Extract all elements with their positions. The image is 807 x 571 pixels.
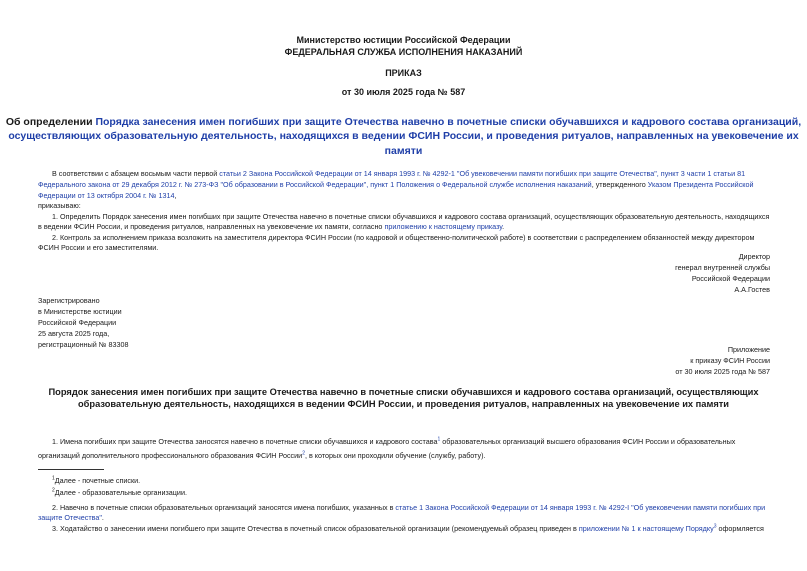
registration-l5: регистрационный № 83308 [38,340,129,349]
appendix-ref [560,344,770,377]
appendix-item-1-line2 [38,450,486,461]
law-link-1[interactable]: статьи 2 Закона Российской Федерации от 14 января 1993 г. № 4292-1 "Об увековечении памяти погибших при защите Отечества", пункт 3 части 1 статьи 81 [219,169,746,178]
signature-title: Директор [738,252,770,261]
appendix-item-3-end: оформляется [716,524,764,533]
doc-date-number: от 30 июля 2025 года № 587 [341,87,466,97]
appendix-title-l1: Порядок занесения имен погибших при защите Отечества навечно в почетные списки обучавшихся и кадрового состава организаций, осуществляющих [48,387,759,397]
appendix-item-1-text: 1. Имена погибших при защите Отечества заносятся навечно в почетные списки обучавшихся и кадрового состава [52,437,438,446]
registration-l3: Российской Федерации [38,318,117,327]
page-title-line2 [0,129,807,159]
preamble-text-2: , утвержденного [591,180,648,189]
registration-block [38,295,128,350]
appendix-item-2-line1 [52,502,765,513]
footnote-1 [52,475,140,486]
decree-link[interactable]: Указом Президента Российской [647,180,754,189]
appendix-item-2-text: 2. Навечно в почетные списки образовательных организаций заносятся имена погибших, указанных в [52,503,396,512]
registration-l1: Зарегистрировано [38,296,100,305]
appendix-item-1-text-b: образовательных организаций высшего образования ФСИН России и образовательных [440,437,736,446]
appendix-ref-l3: от 30 июля 2025 года № 587 [675,367,770,376]
appendix-item-3-line1 [52,523,764,534]
item-1-line2 [38,221,504,232]
title-link[interactable]: Порядка занесения имен погибших при защите Отечества навечно в почетные списки обучавшихся и кадрового состава организаций, [95,116,802,128]
appendix-link[interactable]: приложению к настоящему приказу [384,222,503,231]
item-1-text: в ведении ФСИН России, и проведения ритуалов, направленных на увековечение их памяти, согласно [38,222,385,231]
page-title [0,115,807,130]
signature-block [560,251,770,295]
footnote-2-text: Далее - образовательные организации. [54,488,187,497]
item-1-end: . [502,222,505,231]
preamble-line1 [52,168,782,179]
decree-link-2[interactable]: Федерации от 13 октября 2004 г. № 1314 [38,191,175,200]
item-2-line2: ФСИН России и его заместителями. [38,243,159,252]
footnote-1-mark: 1 [52,475,55,482]
footnote-2 [52,487,187,498]
order-word: приказываю: [38,201,81,210]
title-link-line2[interactable]: осуществляющих образовательную деятельность, находящихся в ведении ФСИН России, и проведения ритуалов, направленных на увековечение их памяти [8,130,799,157]
preamble-text-3: , [174,191,177,200]
preamble-text: В соответствии с абзацем восьмым части первой [52,169,220,178]
registration-l2: в Министерстве юстиции [38,307,122,316]
ministry-name: Министерство юстиции Российской Федерации [296,35,511,45]
appendix-ref-l1: Приложение [727,345,770,354]
appendix-item-1-text-2b: , в которых они проходили обучение (службу, работу). [304,451,486,460]
footnote-1-text: Далее - почетные списки. [54,476,141,485]
preamble-line2 [38,179,783,190]
signature-rank: генерал внутренней службы [675,263,770,272]
signature-name: А.А.Гостев [734,285,770,294]
doc-type: ПРИКАЗ [385,68,422,78]
appendix-ref-l2: к приказу ФСИН России [690,356,770,365]
footnote-divider [38,469,104,470]
appendix-item-3-text: 3. Ходатайство о занесении имени погибшего при защите Отечества в почетный список образовательной организации (рекомендуемый образец приведен в [52,524,579,533]
signature-country: Российской Федерации [691,274,770,283]
appendix-1-link[interactable]: приложении № 1 к настоящему Порядку [578,524,714,533]
law-link-2[interactable]: Федерального закона от 29 декабря 2012 г. № 273-ФЗ "Об образовании в Российской Федерации", пункт 1 Положения о Федеральной службе исполнения наказаний [38,180,592,189]
footnote-2-mark: 2 [52,487,55,494]
title-prefix: Об определении [5,116,96,128]
appendix-item-2-line2 [38,512,104,523]
law-1-link[interactable]: статье 1 Закона Российской Федерации от 14 января 1993 г. № 4292-I "Об увековечении памяти погибших при [395,503,766,512]
law-1-link-cont[interactable]: защите Отечества" [38,513,102,522]
item-2-line1: 2. Контроль за исполнением приказа возложить на заместителя директора ФСИН России (по кадровой и общественно-политической работе) в соответствии с распределением обязанностей между директором [52,233,755,242]
item-1-line1: 1. Определить Порядок занесения имен погибших при защите Отечества навечно в почетные списки обучавшихся и кадрового состава организаций, осуществляющих образовательную деятельность, находящихся [52,212,770,221]
appendix-item-2-end: . [101,513,104,522]
appendix-title-l2: образовательную деятельность, находящихся в ведении ФСИН России, и проведения ритуалов, направленных на увековечение их памяти [77,399,730,409]
appendix-item-1-text-2: организаций дополнительного профессионального образования ФСИН России [38,451,303,460]
footnote-3-ref[interactable]: 3 [713,523,717,530]
footnote-1-ref[interactable]: 1 [437,436,441,443]
footnote-2-ref[interactable]: 2 [302,450,305,457]
service-name: ФЕДЕРАЛЬНАЯ СЛУЖБА ИСПОЛНЕНИЯ НАКАЗАНИЙ [284,47,523,57]
appendix-item-1-line1 [52,436,735,447]
registration-l4: 25 августа 2025 года, [38,329,110,338]
